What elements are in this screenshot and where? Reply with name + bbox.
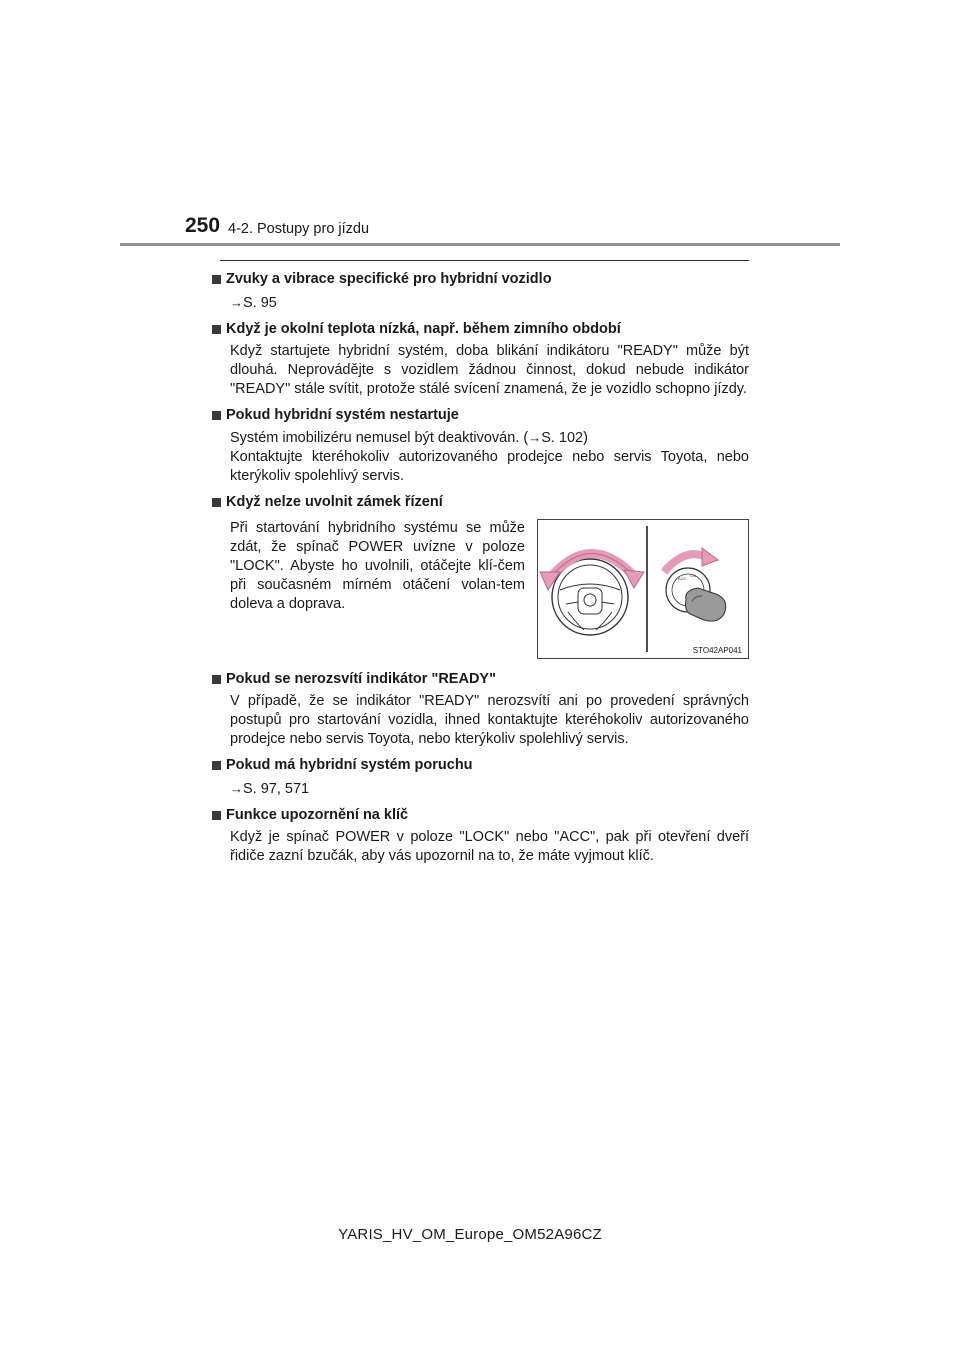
- content: [212, 260, 749, 866]
- header-rule: [120, 243, 840, 246]
- section-key-reminder: [212, 805, 749, 866]
- section-heading: Když je okolní teplota nízká, např. během zimního období: [226, 321, 621, 337]
- bullet-icon: [212, 675, 221, 684]
- steering-key-illustration: [537, 519, 749, 659]
- arrow-right-icon: →: [230, 781, 243, 796]
- document-code: YARIS_HV_OM_Europe_OM52A96CZ: [338, 1226, 602, 1243]
- section-steering-lock: [212, 492, 749, 659]
- section-heading: Pokud hybridní systém nestartuje: [226, 407, 459, 423]
- bullet-icon: [212, 411, 221, 420]
- section-low-temperature: [212, 319, 749, 399]
- arrow-right-icon: →: [528, 430, 542, 445]
- page-reference: →S. 95: [230, 295, 277, 311]
- section-body: Když je spínač POWER v poloze "LOCK" nebo "ACC", pak při otevření dveří řidiče zazní bzučák, aby vás upozornil na to, že máte vyjmout klíč.: [230, 829, 749, 864]
- section-heading: Funkce upozornění na klíč: [226, 807, 409, 823]
- section-body: Systém imobilizéru nemusel být deaktivován. (→S. 102): [230, 430, 588, 446]
- figure-code: STO42AP041: [692, 646, 742, 655]
- svg-text:ACC: ACC: [678, 576, 687, 581]
- section-heading: Pokud se nerozsvítí indikátor "READY": [226, 671, 496, 687]
- section-malfunction: [212, 755, 749, 799]
- page-number: 250: [185, 214, 221, 237]
- steering-wheel-and-key-icon: [538, 520, 748, 658]
- section-heading: Zvuky a vibrace specifické pro hybridní vozidlo: [226, 271, 552, 287]
- section-body: Při startování hybridního systému se může zdát, že spínač POWER uvízne v poloze "LOCK". Abyste ho uvolnili, otáčejte klí-čem při současném mírném otáčení volan-tem doleva a doprava.: [230, 520, 525, 612]
- page-reference: →S. 97, 571: [230, 781, 310, 797]
- section-heading: Když nelze uvolnit zámek řízení: [226, 494, 443, 510]
- section-body: Když startujete hybridní systém, doba blikání indikátoru "READY" může být dlouhá. Neprovádějte s vozidlem žádnou činnost, dokud nebude indikátor "READY" stále svítit, protože stálé svícení znamená, že je vozidlo schopno jízdy.: [230, 343, 749, 397]
- bullet-icon: [212, 275, 221, 284]
- content-rule: [220, 260, 749, 261]
- section-body: Kontaktujte kteréhokoliv autorizovaného prodejce nebo servis Toyota, nebo kterýkoliv spolehlivý servis.: [230, 449, 749, 484]
- section-body: V případě, že se indikátor "READY" nerozsvítí ani po provedení správných postupů pro startování vozidla, ihned kontaktujte kteréhokoliv autorizovaného prodejce nebo servis Toyota, nebo kterýkoliv spolehlivý servis.: [230, 693, 749, 747]
- bullet-icon: [212, 498, 221, 507]
- bullet-icon: [212, 761, 221, 770]
- section-no-start: [212, 405, 749, 486]
- section-ready-off: [212, 669, 749, 749]
- bullet-icon: [212, 811, 221, 820]
- svg-text:ON: ON: [690, 573, 696, 578]
- section-sounds: [212, 269, 749, 313]
- arrow-right-icon: →: [230, 295, 243, 310]
- section-header: 4-2. Postupy pro jízdu: [228, 221, 370, 237]
- section-heading: Pokud má hybridní systém poruchu: [226, 757, 473, 773]
- bullet-icon: [212, 325, 221, 334]
